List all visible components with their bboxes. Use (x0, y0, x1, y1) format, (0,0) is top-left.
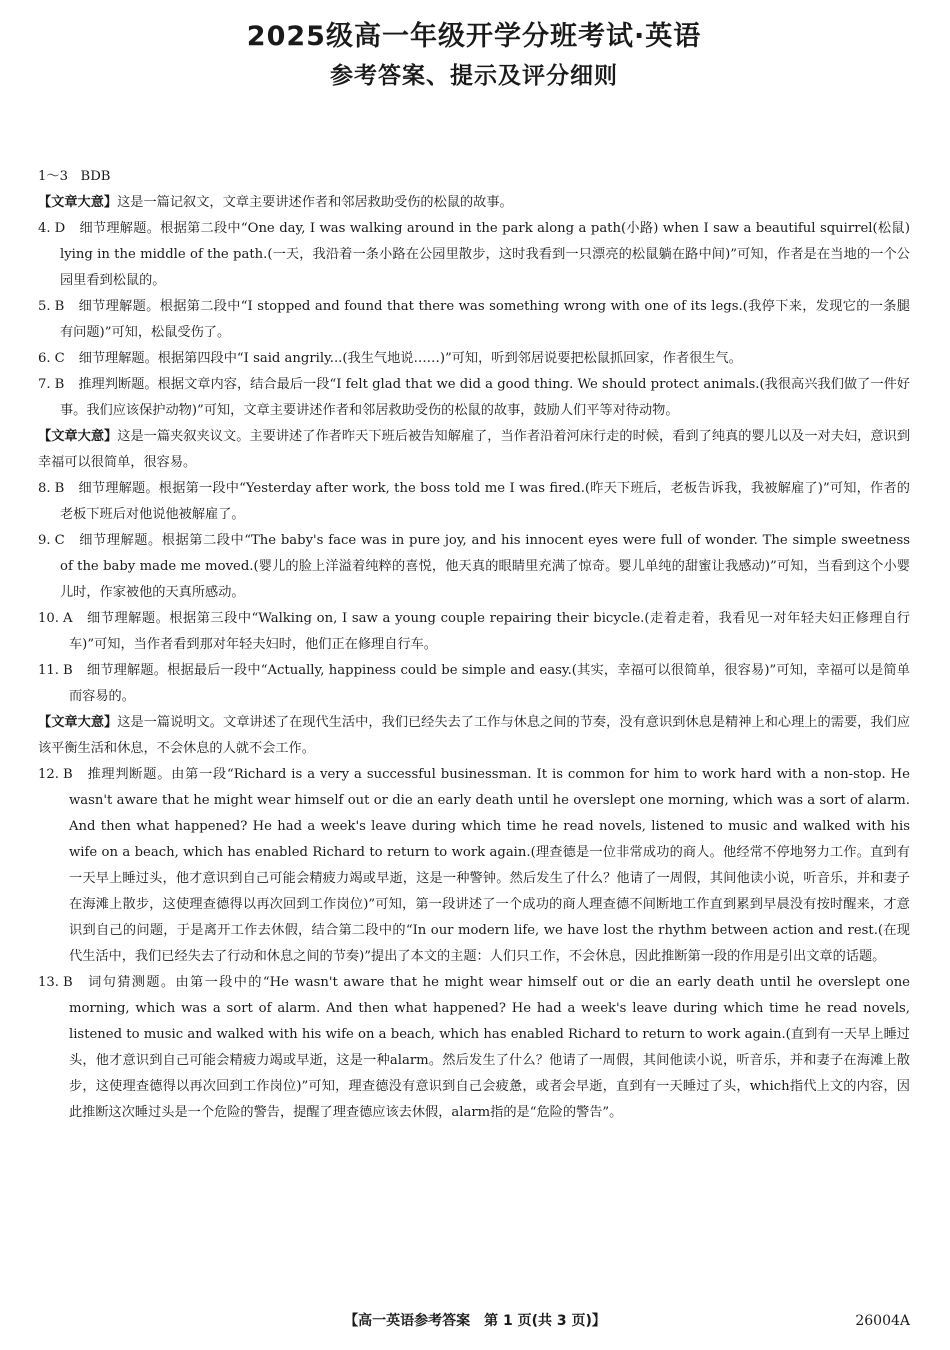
question-answer: C (54, 533, 65, 548)
question-answer: B (62, 663, 73, 678)
question-item (38, 762, 910, 970)
question-item (38, 476, 910, 528)
question-item (38, 606, 910, 658)
page-footer (0, 1308, 950, 1334)
question-explanation: 细节理解题。根据第二段中“The baby's face was in pure joy, and his innocent eyes were full of wonder. The simple sweetness of the baby made me moved.(婴儿的脸上洋溢着纯粹的喜悦，他天真的眼睛里充满了惊奇。婴儿单纯的甜蜜让我感动)”可知，当看到这个小婴儿时，作家被他的天真所感动。 (60, 533, 910, 600)
question-answer: B (62, 975, 73, 990)
question-explanation: 细节理解题。根据最后一段中“Actually, happiness could be simple and easy.(其实，幸福可以很简单，很容易)”可知，幸福可以是简单而容易的。 (69, 663, 910, 704)
summary-text: 这是一篇夹叙夹议文。主要讲述了作者昨天下班后被告知解雇了，当作者沿着河床行走的时候，看到了纯真的婴儿以及一对夫妇，意识到幸福可以很简单，很容易。 (38, 429, 911, 470)
question-number: 13. (38, 975, 59, 990)
question-explanation: 细节理解题。根据第三段中“Walking on, I saw a young couple repairing their bicycle.(走着走着，我看见一对年轻夫妇正修理自行车)”可知，当作者看到那对年轻夫妇时，他们正在修理自行车。 (69, 611, 910, 652)
question-number: 12. (38, 767, 59, 782)
question-number: 8. (38, 481, 51, 496)
summary-tag: 【文章大意】 (38, 715, 118, 730)
summary-text: 这是一篇记叙文，文章主要讲述作者和邻居救助受伤的松鼠的故事。 (117, 195, 513, 210)
question-explanation: 细节理解题。根据第二段中“I stopped and found that there was something wrong with one of its legs.(我停下来，发现它的一条腿有问题)”可知，松鼠受伤了。 (60, 299, 910, 340)
question-explanation: 推理判断题。根据文章内容，结合最后一段“I felt glad that we did a good thing. We should protect animals.(我很高兴我们做了一件好事。我们应该保护动物)”可知，文章主要讲述作者和邻居救助受伤的松鼠的故事，鼓励人们平等对待动物。 (60, 377, 910, 418)
question-explanation: 推理判断题。由第一段“Richard is a very a successful businessman. It is common for him to work hard with a non-stop. He wasn't aware that he might wear himself out or die an early death until he overslept one morning, which was a sort of alarm. And then what happened? He had a week's leave during which time he read novels, listened to music and walked with his wife on a beach, which has enabled Richard to return to work again.(理查德是一位非常成功的商人。他经常不停地努力工作。直到有一天早上睡过头，他才意识到自己可能会精疲力竭或早逝，这是一种警钟。然后发生了什么？他请了一周假，其间他读小说，听音乐，并和妻子在海滩上散步，这使理查德得以再次回到工作岗位)”可知，第一段讲述了一个成功的商人理查德不间断地工作直到累到早晨没有按时醒来，才意识到自己的问题，于是离开工作去休假，结合第二段中的“In our modern life, we have lost the rhythm between action and rest.(在现代生活中，我们已经失去了行动和休息之间的节奏)”提出了本文的主题：人们只工作，不会休息，因此推断第一段的作用是引出文章的话题。 (69, 767, 910, 964)
question-explanation: 细节理解题。根据第一段中“Yesterday after work, the boss told me I was fired.(昨天下班后，老板告诉我，我被解雇了)”可知，作者的老板下班后对他说他被解雇了。 (60, 481, 910, 522)
question-item (38, 216, 910, 294)
answer-content (38, 164, 910, 1126)
question-item (38, 658, 910, 710)
question-number: 10. (38, 611, 59, 626)
question-answer: B (54, 377, 65, 392)
question-range: 1～3 (38, 169, 68, 184)
passage-summary (38, 710, 910, 762)
passage-summary (38, 190, 910, 216)
question-number: 5. (38, 299, 51, 314)
question-number: 7. (38, 377, 51, 392)
footer-page-info: 【高一英语参考答案 第 1 页(共 3 页)】 (344, 1313, 606, 1329)
question-explanation: 细节理解题。根据第四段中“I said angrily...(我生气地说……)”可知，听到邻居说要把松鼠抓回家，作者很生气。 (78, 351, 742, 366)
summary-tag: 【文章大意】 (38, 195, 118, 210)
question-answer: B (54, 299, 65, 314)
question-answer: A (62, 611, 73, 626)
question-item (38, 528, 910, 606)
question-explanation: 词句猜测题。由第一段中的“He wasn't aware that he might wear himself out or die an early death until he overslept one morning, which was a sort of alarm. And then what happened? He had a week's leave during which time he read novels, listened to music and walked with his wife on a beach, which has enabled Richard to return to work again.(直到有一天早上睡过头，他才意识到自己可能会精疲力竭或早逝，这是一种alarm。然后发生了什么？他请了一周假，其间他读小说，听音乐，并和妻子在海滩上散步，这使理查德得以再次回到工作岗位)”可知，理查德没有意识到自己会疲惫，或者会早逝，直到有一天睡过了头，which指代上文的内容，因此推断这次睡过头是一个危险的警告，提醒了理查德应该去休假，alarm指的是“危险的警告”。 (69, 975, 910, 1120)
question-answer: B (62, 767, 73, 782)
question-answer: C (54, 351, 65, 366)
page-title: 2025级高一年级开学分班考试·英语 (246, 21, 702, 52)
question-explanation: 细节理解题。根据第二段中“One day, I was walking around in the park along a path(小路) when I saw a beautiful squirrel(松鼠) lying in the middle of the path.(一天，我沿着一条小路在公园里散步，这时我看到一只漂亮的松鼠躺在路中间)”可知，作者是在当地的一个公园里看到松鼠的。 (60, 221, 910, 288)
footer-code: 26004A (855, 1313, 910, 1329)
passage-summary (38, 424, 910, 476)
page-subtitle: 参考答案、提示及评分细则 (330, 63, 618, 89)
question-item (38, 346, 910, 372)
question-number: 6. (38, 351, 51, 366)
question-number: 9. (38, 533, 51, 548)
answer-letters: BDB (80, 169, 111, 184)
question-number: 11. (38, 663, 59, 678)
question-answer: D (54, 221, 66, 236)
question-item (38, 294, 910, 346)
question-answer: B (54, 481, 65, 496)
question-item (38, 372, 910, 424)
summary-text: 这是一篇说明文。文章讲述了在现代生活中，我们已经失去了工作与休息之间的节奏，没有意识到休息是精神上和心理上的需要，我们应该平衡生活和休息，不会休息的人就不会工作。 (38, 715, 911, 756)
question-number: 4. (38, 221, 51, 236)
question-item (38, 970, 910, 1126)
answers-1-3 (38, 164, 910, 190)
summary-tag: 【文章大意】 (38, 429, 118, 444)
